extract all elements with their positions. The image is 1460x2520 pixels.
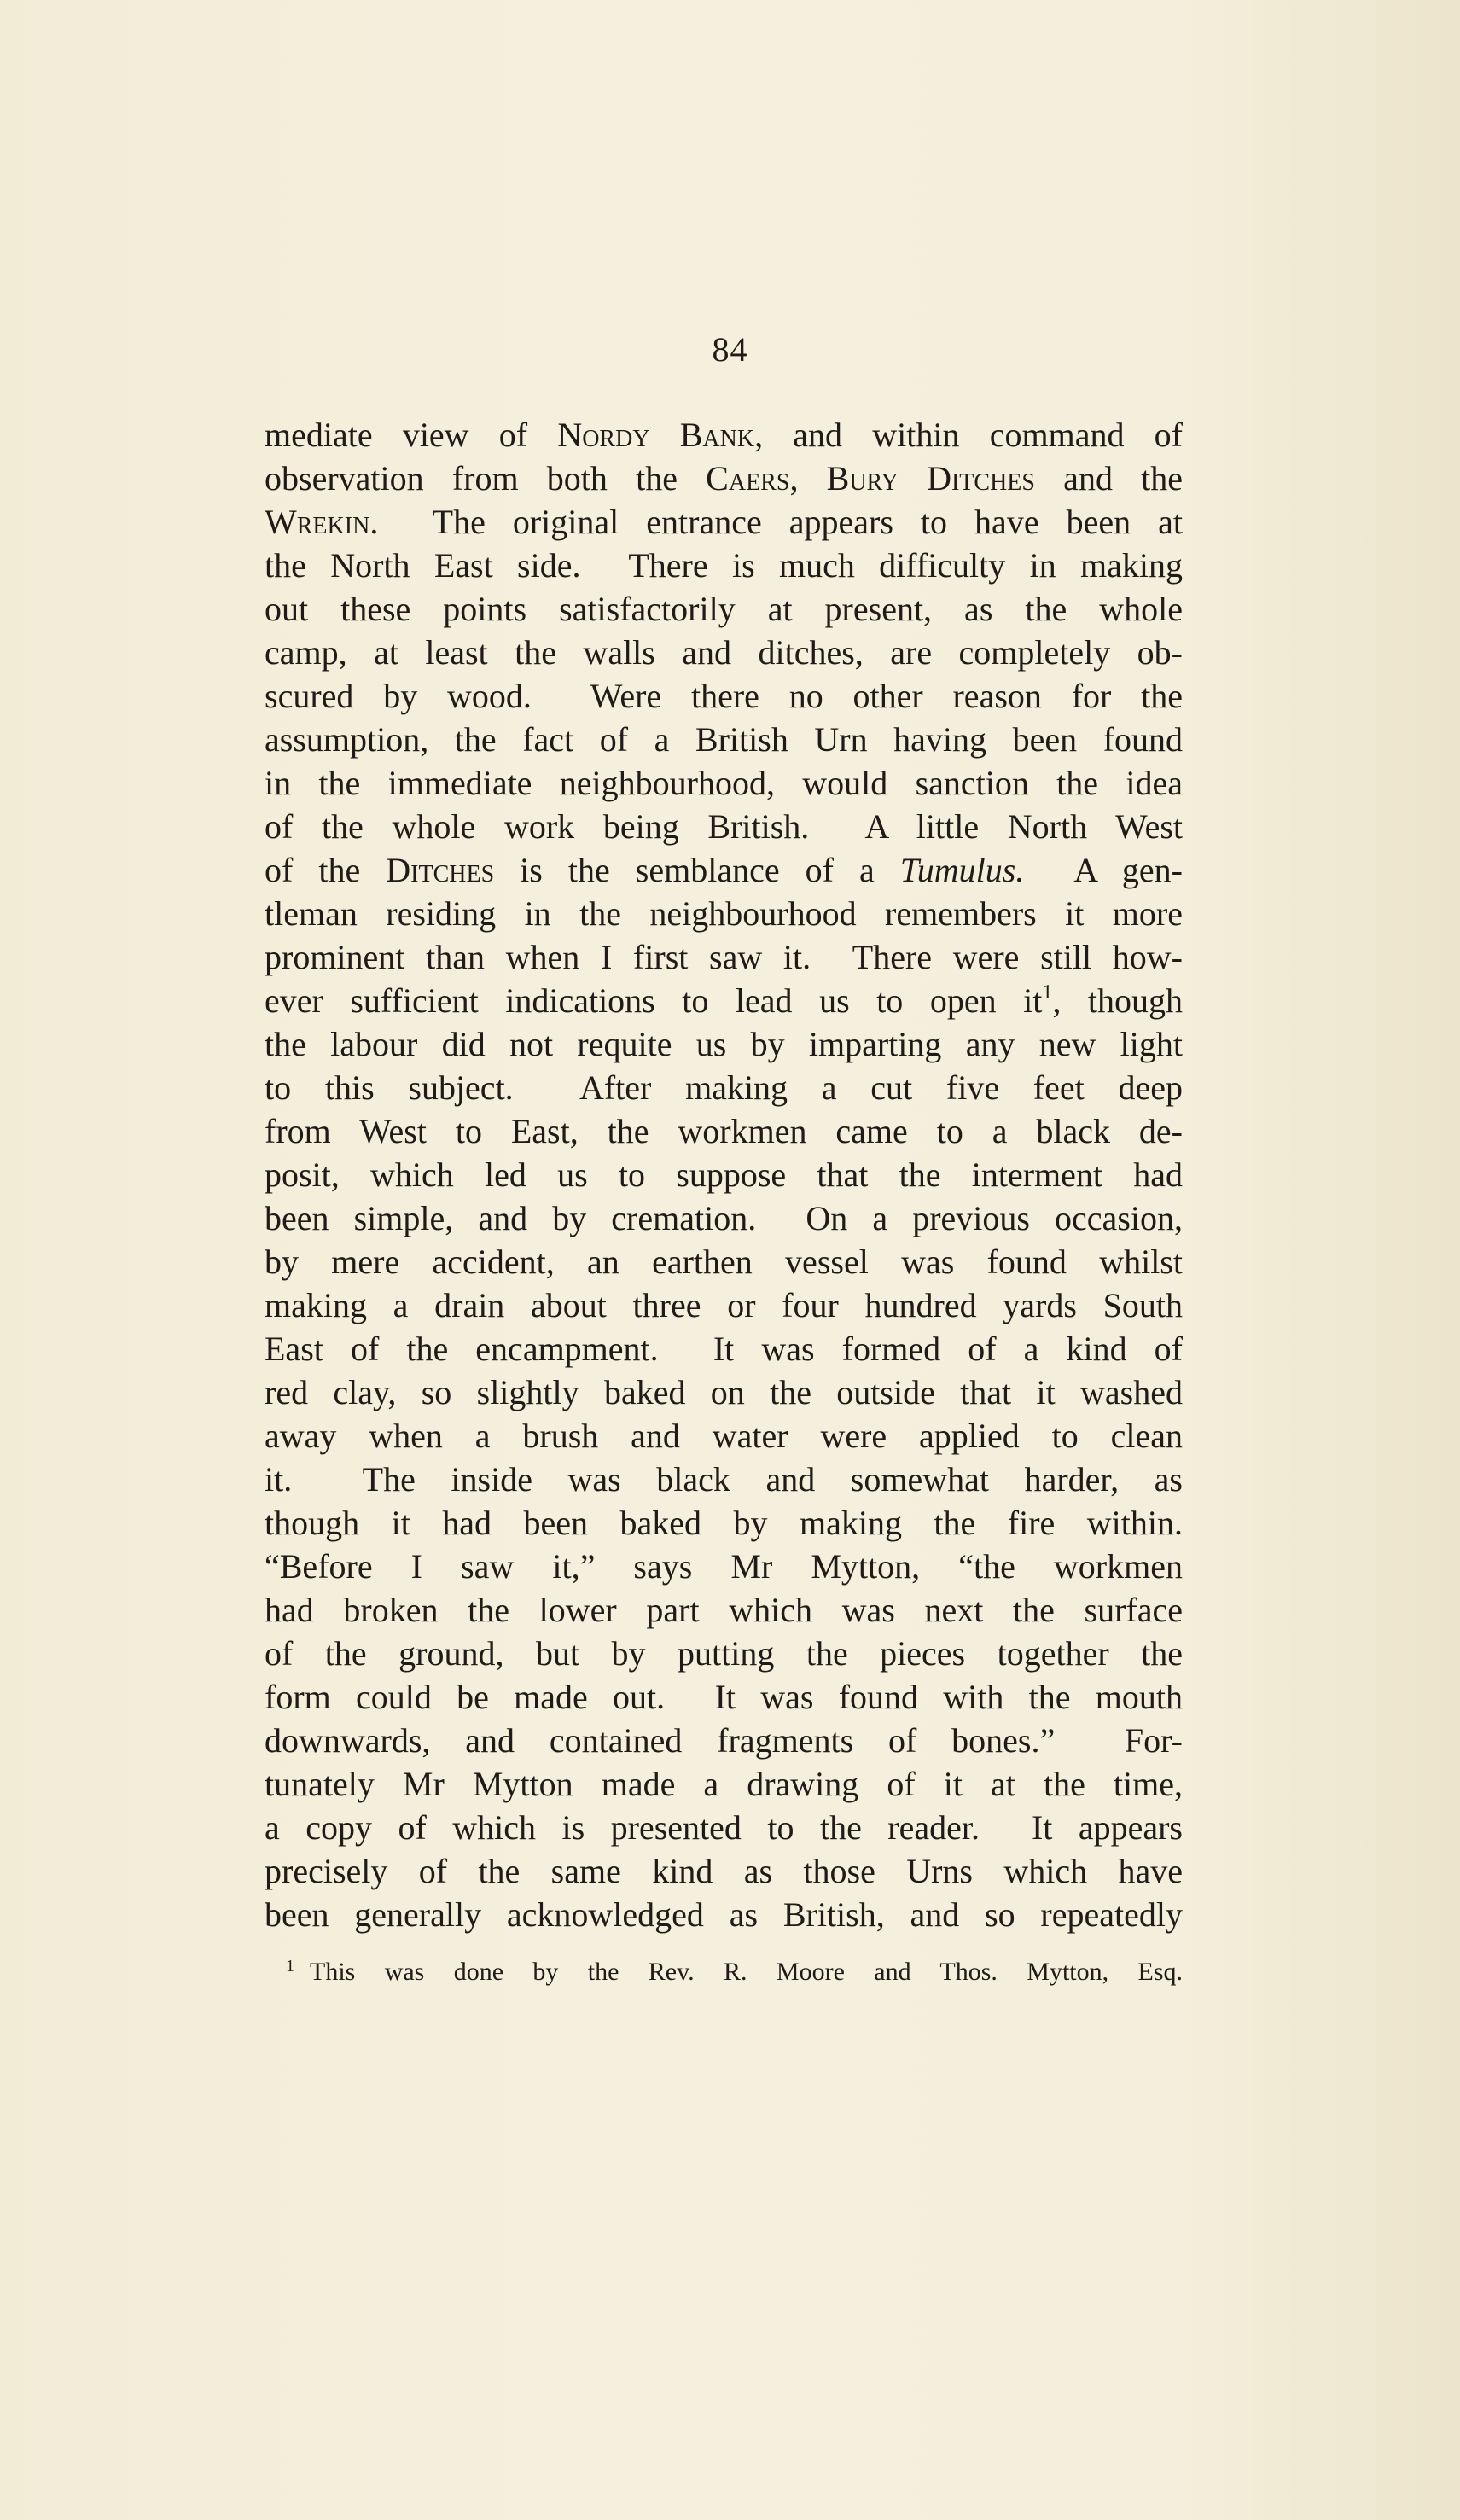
text-segment: “Before I saw it,” says Mr Mytton, “the workmen	[265, 1547, 1183, 1586]
footnote-mark: 1	[286, 1957, 294, 1976]
text-line	[265, 1849, 1183, 1893]
text-line	[265, 500, 1183, 544]
text-segment: tunately Mr Mytton made a drawing of it at the time,	[265, 1765, 1183, 1803]
text-line	[265, 1806, 1183, 1849]
text-segment: from West to East, the workmen came to a black de-	[265, 1112, 1183, 1150]
text-segment: observation from both the	[265, 459, 707, 498]
text-line	[265, 1588, 1183, 1632]
text-segment: Ditches	[386, 851, 495, 889]
text-line	[265, 631, 1183, 674]
text-segment: ever sufficient indications to lead us to open it	[265, 981, 1043, 1020]
text-line	[265, 1719, 1183, 1762]
text-line	[265, 1545, 1183, 1588]
text-line	[265, 587, 1183, 631]
text-segment: assumption, the fact of a British Urn having been found	[265, 720, 1183, 759]
text-line	[265, 892, 1183, 935]
text-line	[265, 1022, 1183, 1066]
text-segment: is the semblance of a	[494, 851, 900, 889]
text-segment: Tumulus.	[899, 851, 1025, 889]
text-segment: precisely of the same kind as those Urns which have	[265, 1852, 1183, 1890]
text-segment: A gen-	[1024, 851, 1183, 889]
text-segment: had broken the lower part which was next the surface	[265, 1591, 1183, 1629]
text-segment: away when a brush and water were applied to clean	[265, 1417, 1183, 1455]
text-segment: though it had been baked by making the fire within.	[265, 1504, 1183, 1542]
text-segment: tleman residing in the neighbourhood remembers it more	[265, 894, 1183, 933]
text-line	[265, 1327, 1183, 1371]
text-line	[265, 1109, 1183, 1153]
text-line	[265, 457, 1183, 500]
text-segment: camp, at least the walls and ditches, are completely ob-	[265, 633, 1183, 672]
footnote	[286, 1949, 1183, 1989]
text-segment: in the immediate neighbourhood, would sanction the idea	[265, 764, 1183, 802]
text-line	[265, 848, 1183, 892]
text-segment: Wrekin	[265, 503, 370, 541]
text-line	[265, 1458, 1183, 1501]
text-line	[265, 1371, 1183, 1414]
footnote-text: This was done by the Rev. R. Moore and Thos. Mytton, Esq.	[310, 1958, 1183, 1986]
text-segment: a copy of which is presented to the reader. It appears	[265, 1808, 1183, 1847]
text-line	[265, 1283, 1183, 1327]
text-segment: ,	[789, 459, 827, 498]
body-text	[265, 413, 1183, 1936]
text-line	[265, 935, 1183, 979]
text-line	[265, 1762, 1183, 1806]
text-segment: mediate view of	[265, 416, 558, 454]
text-line	[265, 1501, 1183, 1545]
text-segment: prominent than when I first saw it. There were still how-	[265, 938, 1183, 976]
text-segment: Bury Ditches	[826, 459, 1035, 498]
text-segment: been generally acknowledged as British, and so repeatedly	[265, 1895, 1183, 1934]
text-segment: been simple, and by cremation. On a previous occasion,	[265, 1199, 1183, 1237]
text-line	[265, 674, 1183, 718]
text-line	[265, 413, 1183, 457]
text-line	[265, 1153, 1183, 1196]
text-segment: Nordy Bank	[557, 416, 755, 454]
text-segment: form could be made out. It was found with the mouth	[265, 1678, 1183, 1716]
text-segment: of the whole work being British. A little North West	[265, 807, 1183, 846]
page-number: 84	[712, 330, 748, 369]
text-segment: out these points satisfactorily at present, as the whole	[265, 590, 1183, 628]
text-line	[265, 718, 1183, 761]
text-segment: of the ground, but by putting the pieces together the	[265, 1634, 1183, 1673]
text-segment: to this subject. After making a cut five feet deep	[265, 1068, 1183, 1107]
text-segment: scured by wood. Were there no other reason for the	[265, 677, 1183, 715]
text-line	[265, 1196, 1183, 1240]
text-line	[265, 544, 1183, 587]
text-segment: Caers	[706, 459, 790, 498]
text-segment: . The original entrance appears to have been at	[369, 503, 1183, 541]
text-line	[265, 1632, 1183, 1675]
text-segment: the North East side. There is much difficulty in making	[265, 546, 1183, 585]
text-segment: , and within command of	[754, 416, 1183, 454]
text-segment: it. The inside was black and somewhat harder, as	[265, 1460, 1183, 1499]
text-segment: East of the encampment. It was formed of a kind of	[265, 1330, 1183, 1368]
text-segment: making a drain about three or four hundred yards South	[265, 1286, 1183, 1324]
text-segment: and the	[1034, 459, 1184, 498]
text-line	[265, 1893, 1183, 1936]
text-line	[265, 979, 1183, 1022]
text-line	[265, 1066, 1183, 1109]
text-line	[265, 761, 1183, 805]
text-line	[265, 1675, 1183, 1719]
text-segment: by mere accident, an earthen vessel was found whilst	[265, 1243, 1183, 1281]
text-line	[265, 805, 1183, 848]
text-line	[265, 1240, 1183, 1283]
text-segment: red clay, so slightly baked on the outside that it washed	[265, 1373, 1183, 1411]
footnote-reference: 1	[1042, 981, 1053, 1004]
text-segment: downwards, and contained fragments of bones.” For-	[265, 1721, 1183, 1760]
text-segment: posit, which led us to suppose that the interment had	[265, 1155, 1183, 1194]
text-line	[265, 1414, 1183, 1458]
text-segment: of the	[265, 851, 387, 889]
text-segment: , though	[1052, 981, 1183, 1020]
text-segment: the labour did not requite us by imparting any new light	[265, 1025, 1183, 1063]
